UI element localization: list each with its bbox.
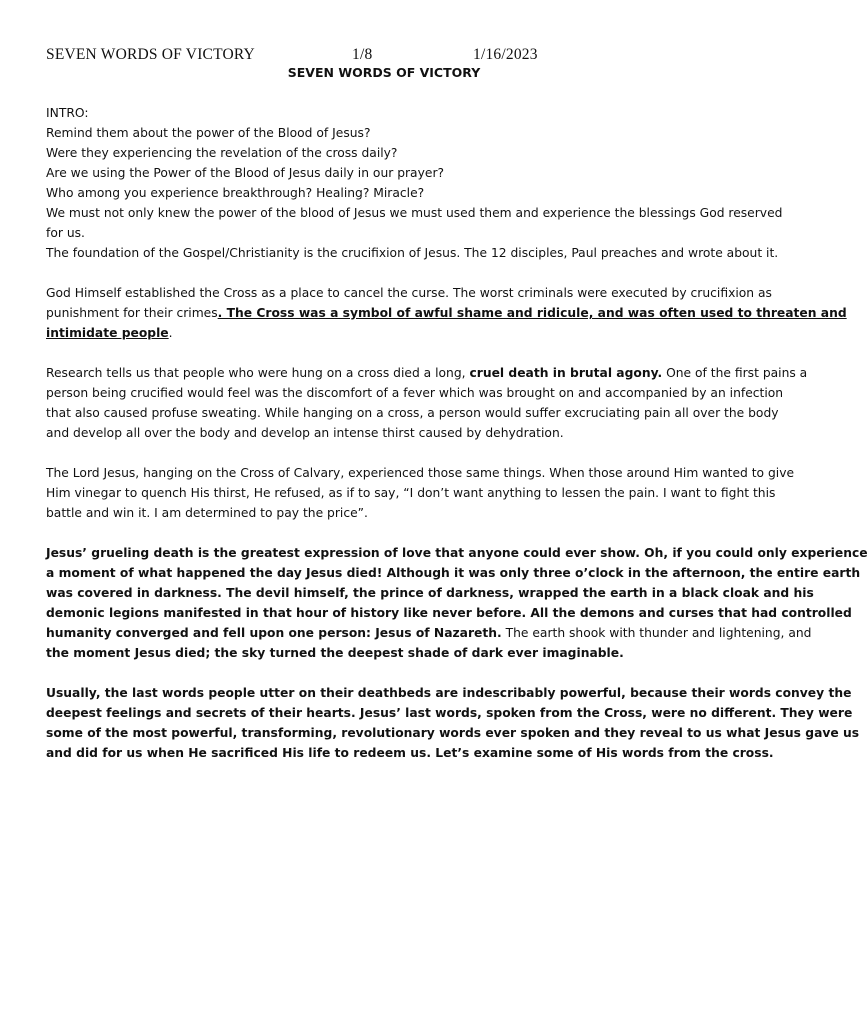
text-run: humanity converged and fell upon one person: Jesus of Nazareth. <box>46 626 502 640</box>
intro-section <box>46 103 783 263</box>
paragraph-line: Jesus’ grueling death is the greatest expression of love that anyone could ever show. Oh, if you could only experience <box>46 546 868 560</box>
intro-line: We must not only knew the power of the blood of Jesus we must used them and experience the blessings God reserved <box>46 206 783 220</box>
paragraph-line: and did for us when He sacrificed His life to redeem us. Let’s examine some of His words from the cross. <box>46 746 774 760</box>
paragraph-last-words <box>46 683 860 763</box>
header-date: 1/16/2023 <box>473 46 538 63</box>
text-run: One of the first pains a <box>662 366 808 380</box>
paragraph-line: a moment of what happened the day Jesus died! Although it was only three o’clock in the afternoon, the entire earth <box>46 566 861 580</box>
paragraph-line: deepest feelings and secrets of their hearts. Jesus’ last words, spoken from the Cross, were no different. They were <box>46 706 853 720</box>
header-title: SEVEN WORDS OF VICTORY <box>46 46 255 63</box>
header-page-number: 1/8 <box>352 46 373 63</box>
emphasis-underlined: intimidate people <box>46 326 169 340</box>
paragraph-line: God Himself established the Cross as a place to cancel the curse. The worst criminals were executed by crucifixion as <box>46 286 772 300</box>
text-run: Research tells us that people who were hung on a cross died a long, <box>46 366 470 380</box>
intro-line: Were they experiencing the revelation of the cross daily? <box>46 146 398 160</box>
intro-line: Are we using the Power of the Blood of Jesus daily in our prayer? <box>46 166 445 180</box>
paragraph-line: Him vinegar to quench His thirst, He refused, as if to say, “I don’t want anything to lessen the pain. I want to fight this <box>46 486 776 500</box>
paragraph-line <box>46 323 728 343</box>
page-header <box>46 46 738 66</box>
intro-line: Remind them about the power of the Blood of Jesus? <box>46 126 371 140</box>
paragraph-line: the moment Jesus died; the sky turned the deepest shade of dark ever imaginable. <box>46 646 624 660</box>
paragraph-line: demonic legions manifested in that hour of history like never before. All the demons and curses that had controlled <box>46 606 852 620</box>
paragraph-line <box>46 363 808 383</box>
paragraph-line: some of the most powerful, transforming, revolutionary words ever spoken and they reveal to us what Jesus gave us <box>46 726 860 740</box>
paragraph-cross <box>46 283 847 343</box>
paragraph-line: person being crucified would feel was the discomfort of a fever which was brought on and accompanied by an infection <box>46 386 784 400</box>
paragraph-line: that also caused profuse sweating. While hanging on a cross, a person would suffer excruciating pain all over the body <box>46 406 779 420</box>
document-body <box>46 103 868 763</box>
paragraph-research <box>46 363 808 443</box>
paragraph-line <box>46 623 812 643</box>
paragraph-line <box>46 303 847 323</box>
paragraph-line: was covered in darkness. The devil himself, the prince of darkness, wrapped the earth in a black cloak and his <box>46 586 814 600</box>
paragraph-line: and develop all over the body and develop an intense thirst caused by dehydration. <box>46 426 564 440</box>
emphasis-underlined: . The Cross was a symbol of awful shame and ridicule, and was often used to threaten and <box>217 306 847 320</box>
intro-line: The foundation of the Gospel/Christianity is the crucifixion of Jesus. The 12 disciples, Paul preaches and wrote about it. <box>46 246 779 260</box>
intro-line: Who among you experience breakthrough? Healing? Miracle? <box>46 186 425 200</box>
text-run: . <box>168 326 173 340</box>
text-run: punishment for their crimes <box>46 306 218 320</box>
emphasis-bold: cruel death in brutal agony. <box>469 366 663 380</box>
paragraph-line: Usually, the last words people utter on their deathbeds are indescribably powerful, because their words convey the <box>46 686 852 700</box>
document-title: SEVEN WORDS OF VICTORY <box>287 65 481 80</box>
paragraph-line: battle and win it. I am determined to pay the price”. <box>46 506 368 520</box>
paragraph-grueling-death <box>46 543 868 663</box>
intro-heading: INTRO: <box>46 106 89 120</box>
text-run-regular: The earth shook with thunder and lightening, and <box>501 626 812 640</box>
paragraph-line: The Lord Jesus, hanging on the Cross of Calvary, experienced those same things. When those around Him wanted to give <box>46 466 795 480</box>
intro-line: for us. <box>46 226 85 240</box>
paragraph-lord-jesus <box>46 463 795 523</box>
